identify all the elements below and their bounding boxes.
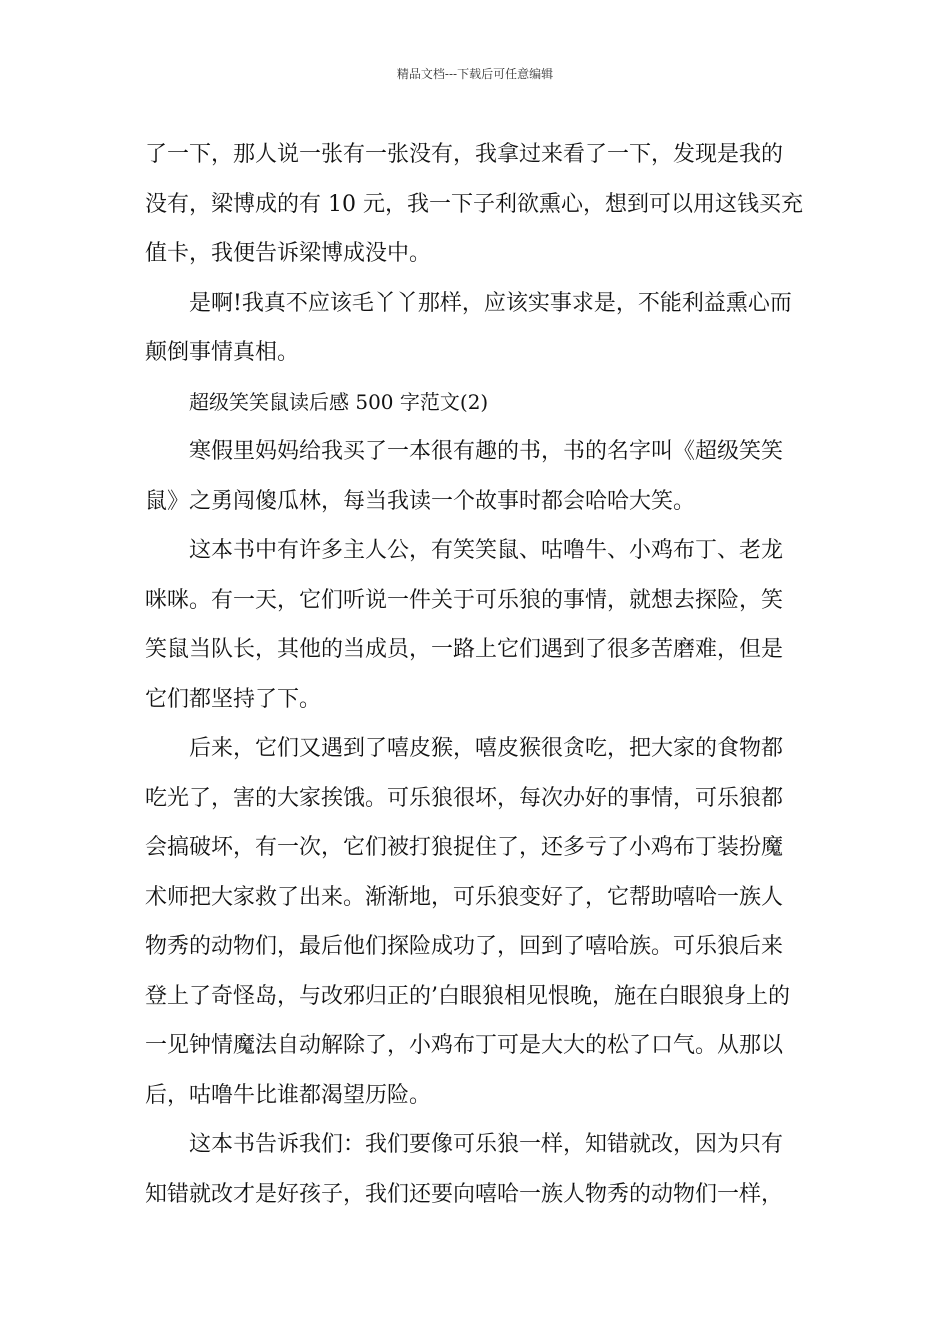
- text-line: 寒假里妈妈给我买了一本很有趣的书，书的名字叫《超级笑笑: [189, 439, 784, 464]
- text-line: 登上了奇怪岛，与改邪归正的’白眼狼相见恨晚，施在白眼狼身上的: [145, 983, 790, 1009]
- text-line: 物秀的动物们，最后他们探险成功了，回到了嘻哈族。可乐狼后来: [145, 934, 784, 959]
- text-line: 后来，它们又遇到了嘻皮猴，嘻皮猴很贪吃，把大家的食物都: [189, 736, 784, 761]
- text-line: 一见钟情魔法自动解除了，小鸡布丁可是大大的松了口气。从那以: [145, 1033, 784, 1058]
- page-header: 精品文档---下载后可任意编辑: [396, 67, 554, 81]
- text-line: 这本书告诉我们：我们要像可乐狼一样，知错就改，因为只有: [189, 1132, 784, 1157]
- text-line: 术师把大家救了出来。渐渐地，可乐狼变好了，它帮助嘻哈一族人: [145, 884, 784, 910]
- text-line: 值卡，我便告诉梁博成没中。: [145, 241, 432, 266]
- text-line: 后，咕噜牛比谁都渴望历险。: [145, 1082, 432, 1108]
- text-line: 知错就改才是好孩子，我们还要向嘻哈一族人物秀的动物们一样，: [145, 1181, 784, 1207]
- text-line: 没有，梁博成的有 10 元，我一下子利欲熏心，想到可以用这钱买充: [145, 191, 803, 217]
- text-line: 笑鼠当队长，其他的当成员，一路上它们遇到了很多苦磨难，但是: [145, 637, 784, 662]
- document-body: [145, 130, 811, 1219]
- text-line: 它们都坚持了下。: [145, 686, 322, 712]
- text-line: 了一下，那人说一张有一张没有，我拿过来看了一下，发现是我的: [145, 142, 784, 167]
- text-line: 吃光了，害的大家挨饿。可乐狼很坏，每次办好的事情，可乐狼都: [145, 785, 784, 811]
- text-line: 颠倒事情真相。: [145, 340, 300, 365]
- text-line: 咪咪。有一天，它们听说一件关于可乐狼的事情，就想去探险，笑: [145, 587, 784, 613]
- section-title: 超级笑笑鼠读后感 500 字范文(2): [189, 389, 489, 414]
- text-line: 这本书中有许多主人公，有笑笑鼠、咕噜牛、小鸡布丁、老龙: [189, 538, 784, 563]
- text-line: 是啊!我真不应该毛丫丫那样，应该实事求是，不能利益熏心而: [189, 290, 792, 316]
- text-line: 会搞破坏，有一次，它们被打狼捉住了，还多亏了小鸡布丁装扮魔: [145, 835, 784, 860]
- text-line: 鼠》之勇闯傻瓜林，每当我读一个故事时都会哈哈大笑。: [145, 488, 696, 514]
